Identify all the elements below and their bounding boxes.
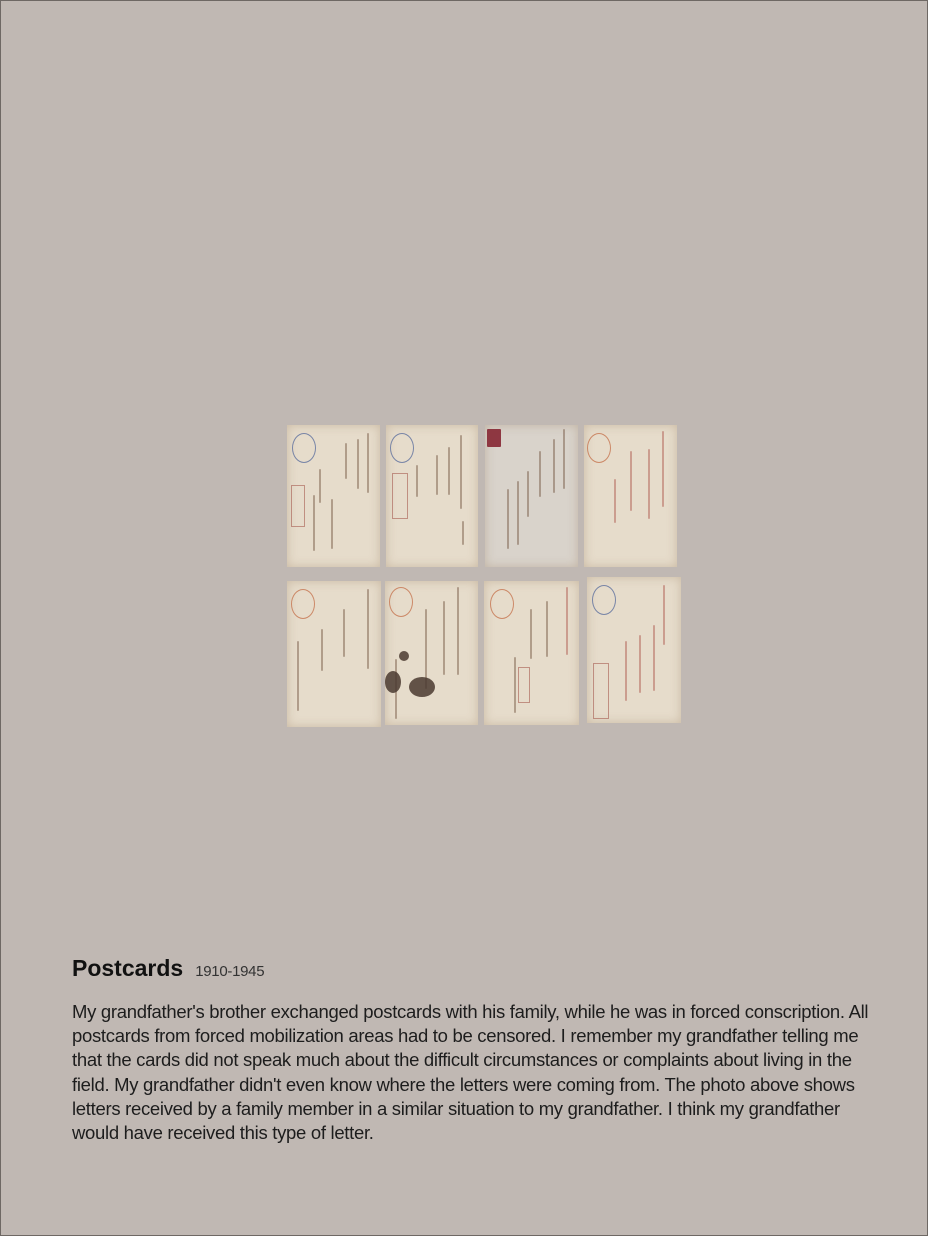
postcard-7 — [484, 581, 579, 725]
stamp-icon — [587, 433, 611, 463]
caption-title: Postcards — [72, 955, 184, 981]
stamp-icon — [292, 433, 316, 463]
postcard-1 — [287, 425, 380, 567]
caption-header — [72, 955, 872, 982]
postcard-6 — [385, 581, 478, 725]
caption — [72, 955, 872, 1145]
postcard-4 — [584, 425, 677, 567]
postcard-8 — [587, 577, 681, 723]
stamp-icon — [390, 433, 414, 463]
postcard-2 — [386, 425, 478, 567]
caption-body: My grandfather's brother exchanged postcards with his family, while he was in forced conscription. All postcards from forced mobilization areas had to be censored. I remember my grandfather telling me that the cards did not speak much about the difficult circumstances or complaints about living in the field. My grandfather didn't even know where the letters were coming from. The photo above shows letters received by a family member in a similar situation to my grandfather. I think my grandfather would have received this type of letter. — [72, 1001, 869, 1144]
postcard-3 — [485, 425, 578, 567]
stamp-icon — [592, 585, 616, 615]
caption-dates: 1910-1945 — [195, 963, 265, 980]
stamp-icon — [490, 589, 514, 619]
postcards-photo — [287, 423, 683, 729]
stamp-icon — [487, 429, 501, 447]
stamp-icon — [291, 589, 315, 619]
postcard-5 — [287, 581, 381, 727]
stamp-icon — [389, 587, 413, 617]
